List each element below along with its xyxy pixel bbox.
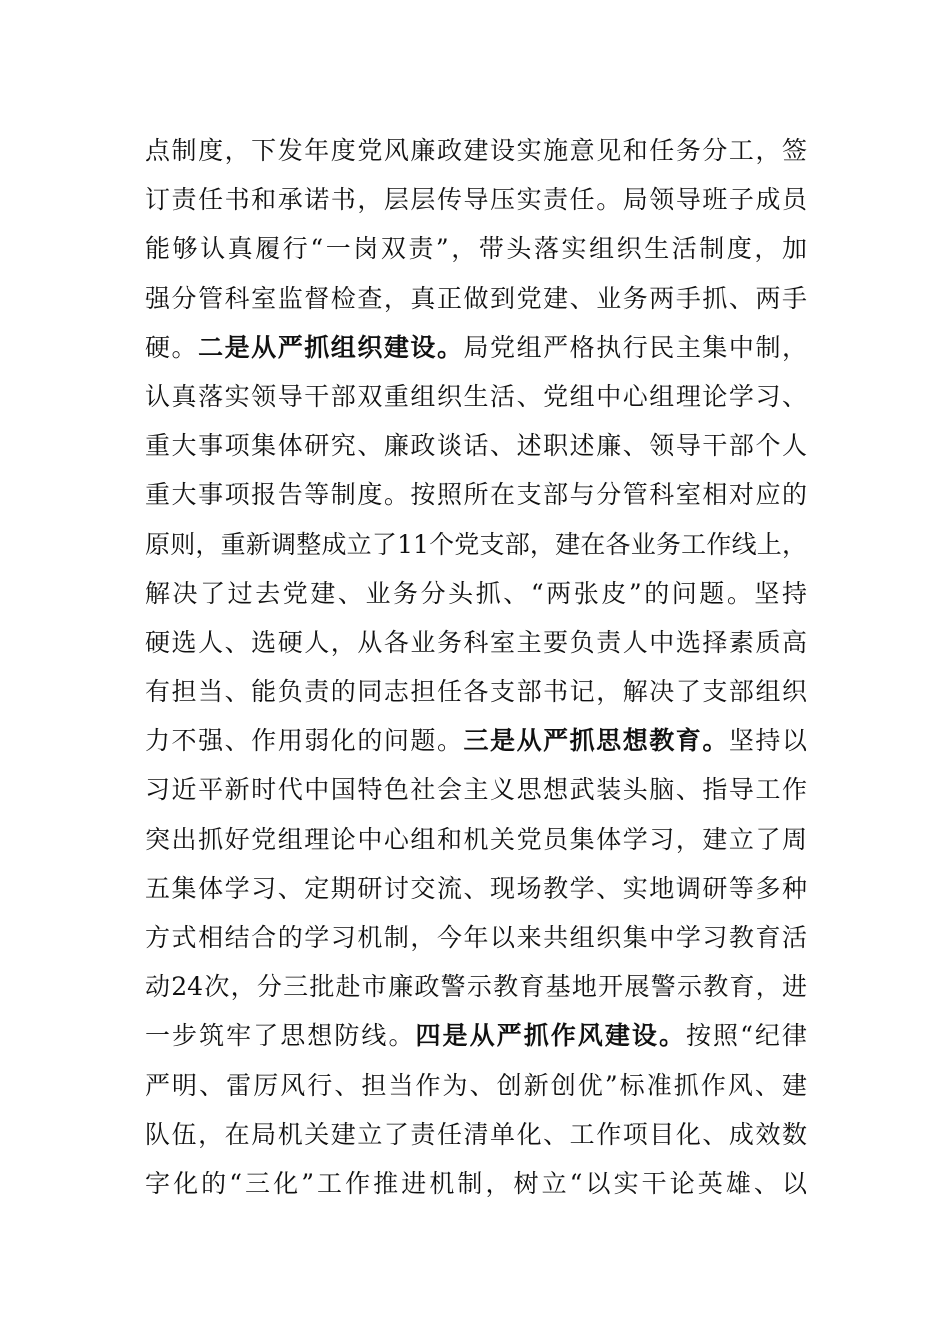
text-segment: 原则，重新调整成立了11个党支部，建在各业务工作线上， bbox=[145, 529, 807, 559]
text-segment: 坚持以 bbox=[728, 726, 807, 756]
text-segment: 局党组严格执行民主集中制， bbox=[463, 332, 807, 362]
text-segment: 按照“纪律 bbox=[686, 1021, 807, 1051]
text-segment: 有担当、能负责的同志担任各支部书记，解决了支部组织 bbox=[145, 677, 807, 707]
text-segment: 硬选人、选硬人，从各业务科室主要负责人中选择素质高 bbox=[145, 627, 807, 657]
text-line bbox=[145, 520, 807, 569]
text-line bbox=[145, 421, 807, 470]
text-line bbox=[145, 372, 807, 421]
text-segment: 力不强、作用弱化的问题。 bbox=[145, 726, 464, 756]
text-line bbox=[145, 962, 807, 1011]
text-line bbox=[145, 864, 807, 913]
bold-heading-phrase: 四是从严抓作风建设。 bbox=[415, 1021, 686, 1051]
text-line bbox=[145, 569, 807, 618]
text-line bbox=[145, 618, 807, 667]
bold-heading-phrase: 二是从严抓组织建设。 bbox=[198, 332, 464, 362]
text-segment: 重大事项报告等制度。按照所在支部与分管科室相对应的 bbox=[145, 480, 807, 510]
text-segment: 队伍，在局机关建立了责任清单化、工作项目化、成效数 bbox=[145, 1119, 807, 1149]
text-line bbox=[145, 913, 807, 962]
text-segment: 重大事项集体研究、廉政谈话、述职述廉、领导干部个人 bbox=[145, 431, 807, 461]
text-line bbox=[145, 716, 807, 765]
text-line bbox=[145, 1110, 807, 1159]
text-segment: 订责任书和承诺书，层层传导压实责任。局领导班子成员 bbox=[145, 185, 807, 215]
text-segment: 解决了过去党建、业务分头抓、“两张皮”的问题。坚持 bbox=[145, 578, 807, 608]
text-line bbox=[145, 1011, 807, 1060]
text-segment: 五集体学习、定期研讨交流、现场教学、实地调研等多种 bbox=[145, 873, 807, 903]
text-line bbox=[145, 765, 807, 814]
bold-heading-phrase: 三是从严抓思想教育。 bbox=[463, 726, 729, 756]
text-line bbox=[145, 175, 807, 224]
text-line bbox=[145, 667, 807, 716]
text-segment: 点制度，下发年度党风廉政建设实施意见和任务分工，签 bbox=[145, 136, 807, 165]
text-segment: 硬。 bbox=[145, 332, 199, 362]
text-segment: 习近平新时代中国特色社会主义思想武装头脑、指导工作 bbox=[145, 775, 807, 805]
text-segment: 严明、雷厉风行、担当作为、创新创优”标准抓作风、建 bbox=[145, 1070, 807, 1100]
text-line bbox=[145, 126, 807, 175]
text-line bbox=[145, 470, 807, 519]
text-segment: 字化的“三化”工作推进机制，树立“以实干论英雄、以 bbox=[145, 1168, 807, 1198]
text-segment: 突出抓好党组理论中心组和机关党员集体学习，建立了周 bbox=[145, 824, 807, 854]
text-line bbox=[145, 815, 807, 864]
text-segment: 方式相结合的学习机制，今年以来共组织集中学习教育活 bbox=[145, 923, 807, 952]
text-segment: 一步筑牢了思想防线。 bbox=[145, 1021, 416, 1051]
text-segment: 强分管科室监督检查，真正做到党建、业务两手抓、两手 bbox=[145, 283, 807, 313]
text-segment: 认真落实领导干部双重组织生活、党组中心组理论学习、 bbox=[145, 381, 807, 411]
text-line bbox=[145, 1159, 807, 1208]
text-line bbox=[145, 323, 807, 372]
text-line bbox=[145, 274, 807, 323]
text-line bbox=[145, 224, 807, 273]
body-text bbox=[145, 126, 807, 1208]
text-segment: 能够认真履行“一岗双责”，带头落实组织生活制度，加 bbox=[145, 234, 807, 264]
text-segment: 动24次，分三批赴市廉政警示教育基地开展警示教育，进 bbox=[145, 972, 807, 1002]
text-line bbox=[145, 1061, 807, 1110]
